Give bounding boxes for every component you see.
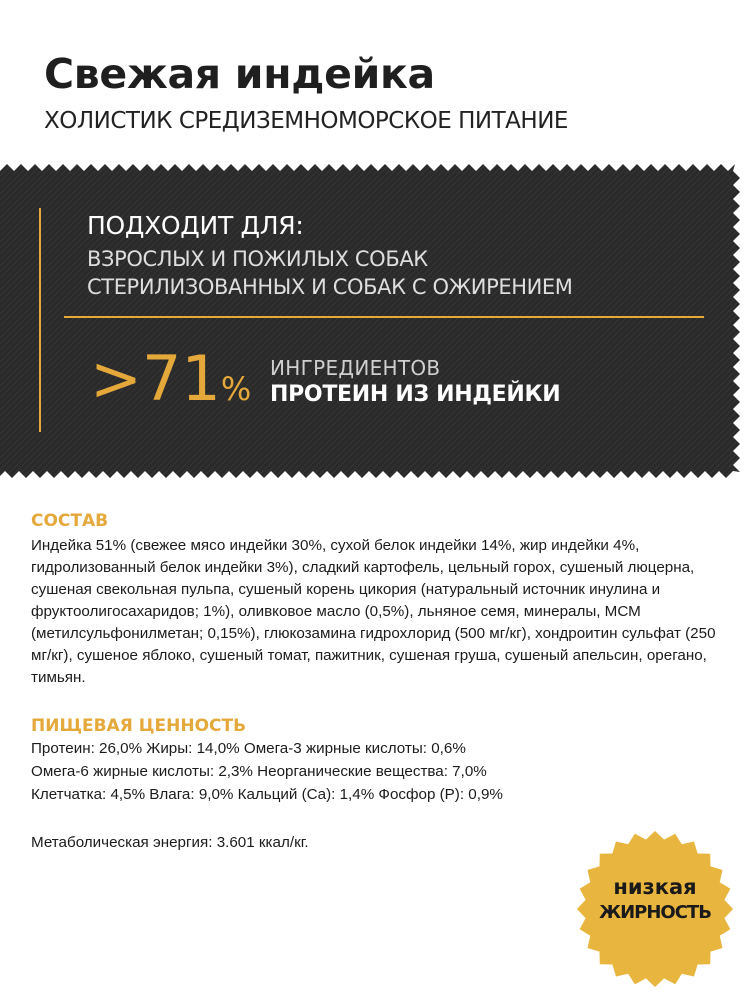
suitable-line-adult: ВЗРОСЛЫХ И ПОЖИЛЫХ СОБАК [87,247,428,271]
composition-heading: СОСТАВ [31,511,109,531]
ingredients-label: ИНГРЕДИЕНТОВ [270,356,441,380]
nutrition-heading: ПИЩЕВАЯ ЦЕННОСТЬ [31,716,247,736]
nutrition-line: Клетчатка: 4,5% Влага: 9,0% Кальций (Ca): 1,4% Фосфор (P): 0,9% [31,786,503,803]
composition-text: Индейка 51% (свежее мясо индейки 30%, сухой белок индейки 14%, жир индейки 4%, гидролизованный белок индейки 3%), сладкий картофель, цельный горох, сушеный люцерна, сушеная свекольная пульпа, сушеный корень цикория (натуральный источник инулина и фруктоолигосахаридов; 1%), оливковое масло (0,5%), льняное семя, минералы, МСМ (метилсульфонилметан; 0,15%), глюкозамина гидрохлорид (500 мг/кг), хондроитин сульфат (250 мг/кг), сушеное яблоко, сушеный томат, пажитник, сушеная груша, сушеный апельсин, орегано, тимьян. [31,537,716,686]
nutrition-line: Омега-6 жирные кислоты: 2,3% Неорганические вещества: 7,0% [31,763,487,780]
protein-percent [90,342,251,415]
accent-vertical-line [39,208,41,432]
accent-divider-line [64,316,704,318]
seal-text-fat: ЖИРНОСТЬ [599,902,711,923]
nutrition-line: Протеин: 26,0% Жиры: 14,0% Омега-3 жирные кислоты: 0,6% [31,740,466,757]
protein-source-label: ПРОТЕИН ИЗ ИНДЕЙКИ [270,382,561,407]
suitable-line-sterilized: СТЕРИЛИЗОВАННЫХ И СОБАК С ОЖИРЕНИЕМ [87,275,573,299]
percent-value: >71 [90,342,221,415]
percent-sign: % [220,370,252,408]
metabolic-energy: Метаболическая энергия: 3.601 ккал/кг. [31,834,309,851]
seal-text-low: низкая [613,875,697,899]
product-subtitle: ХОЛИСТИК СРЕДИЗЕМНОМОРСКОЕ ПИТАНИЕ [44,108,568,134]
product-title: Свежая индейка [44,50,435,98]
suitable-heading: ПОДХОДИТ ДЛЯ: [87,211,304,240]
